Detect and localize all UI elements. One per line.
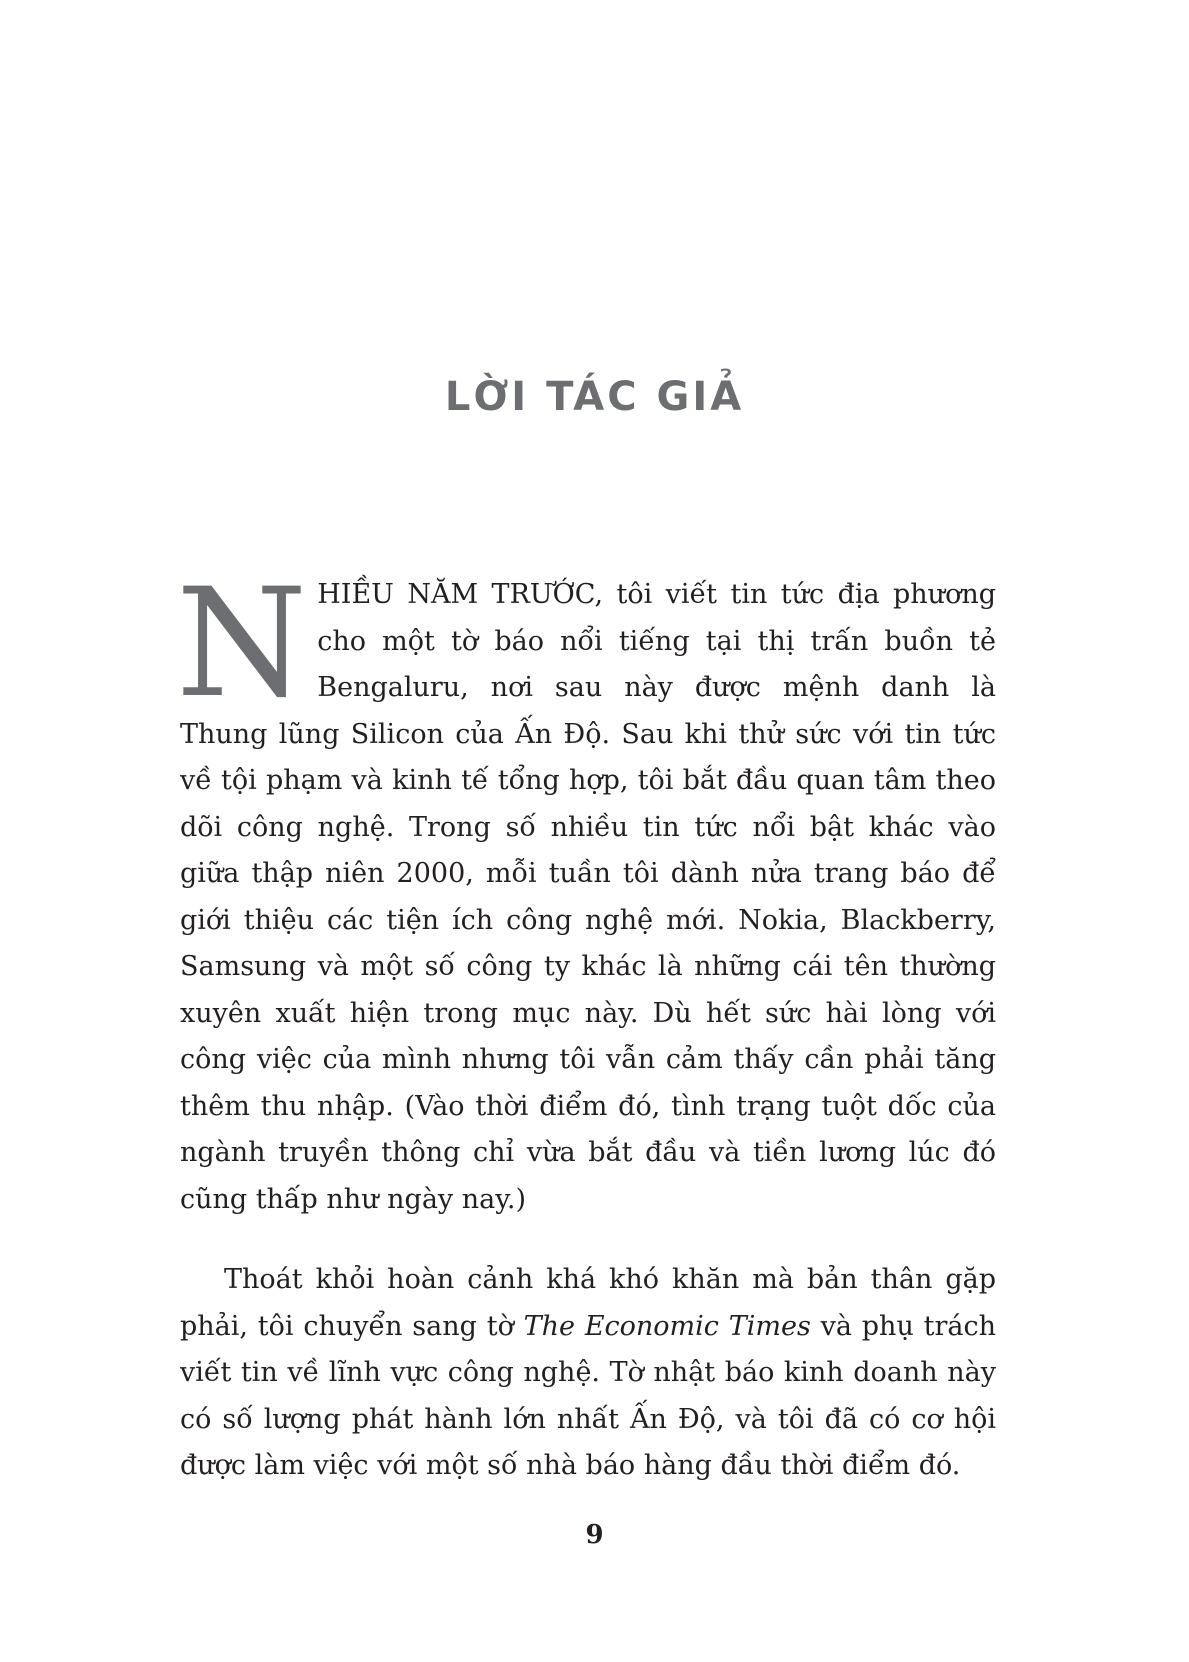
lead-in: HIỀU NĂM TRƯỚC, — [317, 579, 604, 610]
paragraph-1 — [176, 557, 997, 1223]
publication-name: The Economic Times — [523, 1310, 811, 1342]
body-text — [176, 557, 997, 1490]
paragraph-2 — [180, 1257, 996, 1490]
paragraph-1-text: tôi viết tin tức địa phương cho một tờ báo nổi tiếng tại thị trấn buồn tẻ Bengaluru, nơi sau này được mệnh danh là Thung lũng Silicon của Ấn Độ. Sau khi thử sức với tin tức về tội phạm và kinh tế tổng hợp, tôi bắt đầu quan tâm theo dõi công nghệ. Trong số nhiều tin tức nổi bật khác vào giữa thập niên 2000, mỗi tuần tôi dành nửa trang báo để giới thiệu các tiện ích công nghệ mới. Nokia, Blackberry, Samsung và một số công ty khác là những cái tên thường xuyên xuất hiện trong mục này. Dù hết sức hài lòng với công việc của mình nhưng tôi vẫn cảm thấy cần phải tăng thêm thu nhập. (Vào thời điểm đó, tình trạng tuột dốc của ngành truyền thông chỉ vừa bắt đầu và tiền lương lúc đó cũng thấp như ngày nay.) — [180, 579, 997, 1215]
page-number: 9 — [585, 1520, 604, 1550]
paragraph-2-before: Thoát khỏi hoàn cảnh khá khó khăn mà bản thân gặp phải, tôi chuyển sang tờ — [180, 1264, 996, 1342]
paragraph-2-after: và phụ trách viết tin về lĩnh vực công nghệ. Tờ nhật báo kinh doanh này có số lượng phát hành lớn nhất Ấn Độ, và tôi đã có cơ hội được làm việc với một số nhà báo hàng đầu thời điểm đó. — [180, 1310, 997, 1481]
drop-cap: N — [176, 557, 308, 731]
page-title: LỜI TÁC GIẢ — [444, 374, 745, 420]
